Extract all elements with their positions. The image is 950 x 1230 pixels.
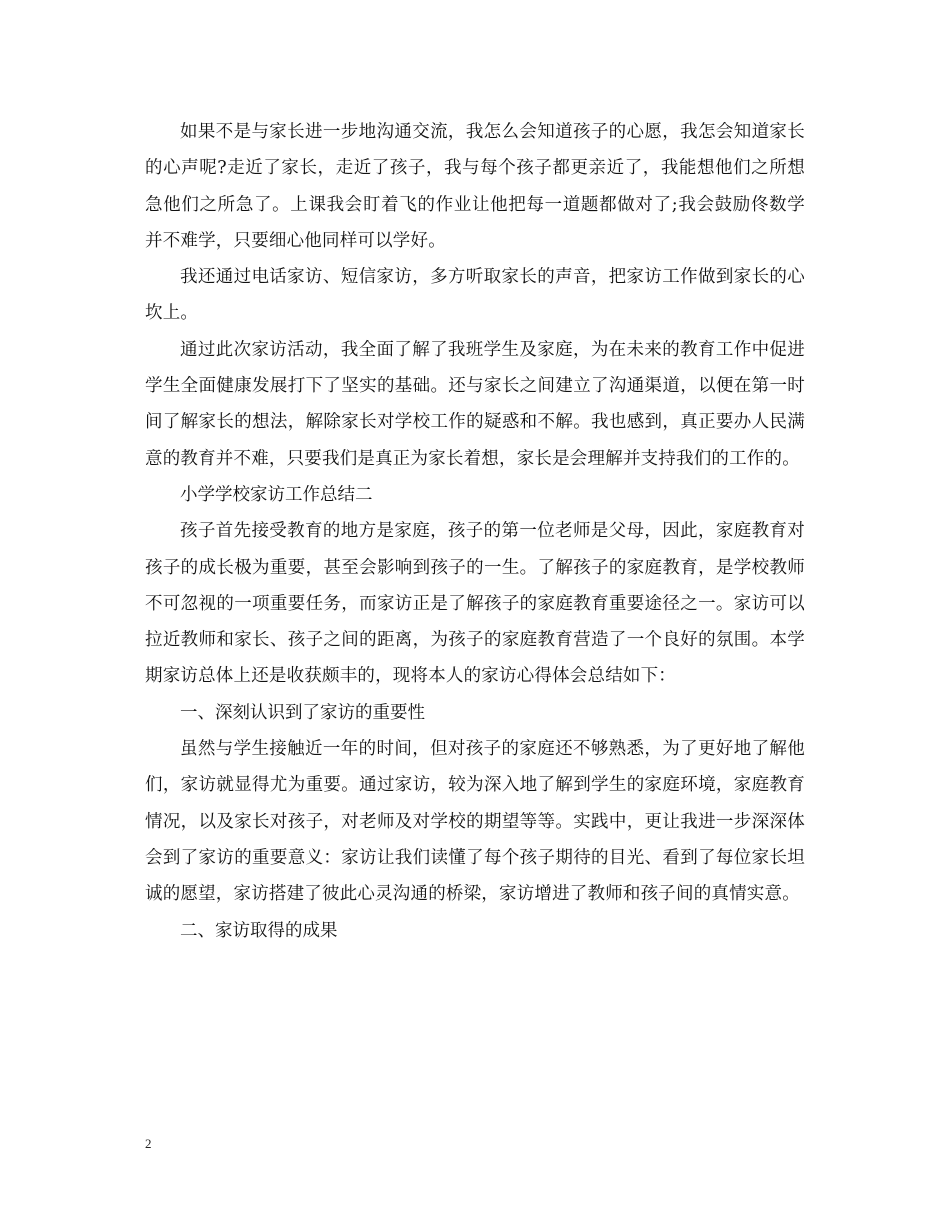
paragraph-importance-detail: 虽然与学生接触近一年的时间，但对孩子的家庭还不够熟悉，为了更好地了解他们，家访就显得尤为重要。通过家访，较为深入地了解到学生的家庭环境，家庭教育情况，以及家长对孩子，对老师及对学校的期望等等。实践中，更让我进一步深深体会到了家访的重要意义：家访让我们读懂了每个孩子期待的目光、看到了每位家长坦诚的愿望，家访搭建了彼此心灵沟通的桥梁，家访增进了教师和孩子间的真情实意。 — [145, 739, 805, 905]
paragraph-parent-communication: 如果不是与家长进一步地沟通交流，我怎么会知道孩子的心愿，我怎会知道家长的心声呢?走近了家长，走近了孩子，我与每个孩子都更亲近了，我能想他们之所想急他们之所急了。上课我会盯着飞的作业让他把每一道题都做对了;我会鼓励佟数学并不难学，只要细心他同样可以学好。 — [145, 122, 805, 251]
paragraph-phone-sms-visits: 我还通过电话家访、短信家访，多方听取家长的声音，把家访工作做到家长的心坎上。 — [145, 267, 805, 324]
page-number: 2 — [145, 1136, 152, 1151]
section-heading-results: 二、家访取得的成果 — [180, 920, 338, 941]
section-title-summary-two: 小学学校家访工作总结二 — [180, 484, 373, 505]
section-heading-importance: 一、深刻认识到了家访的重要性 — [180, 702, 425, 723]
paragraph-family-education: 孩子首先接受教育的地方是家庭，孩子的第一位老师是父母，因此，家庭教育对孩子的成长极为重要，甚至会影响到孩子的一生。了解孩子的家庭教育，是学校教师不可忽视的一项重要任务，而家访正是了解孩子的家庭教育重要途径之一。家访可以拉近教师和家长、孩子之间的距离，为孩子的家庭教育营造了一个良好的氛围。本学期家访总体上还是收获颇丰的，现将本人的家访心得体会总结如下： — [145, 521, 805, 687]
paragraph-activity-summary: 通过此次家访活动，我全面了解了我班学生及家庭，为在未来的教育工作中促进学生全面健康发展打下了坚实的基础。还与家长之间建立了沟通渠道，以便在第一时间了解家长的想法，解除家长对学校工作的疑惑和不解。我也感到，真正要办人民满意的教育并不难，只要我们是真正为家长着想，家长是会理解并支持我们的工作的。 — [145, 339, 805, 469]
document-body — [145, 114, 805, 949]
